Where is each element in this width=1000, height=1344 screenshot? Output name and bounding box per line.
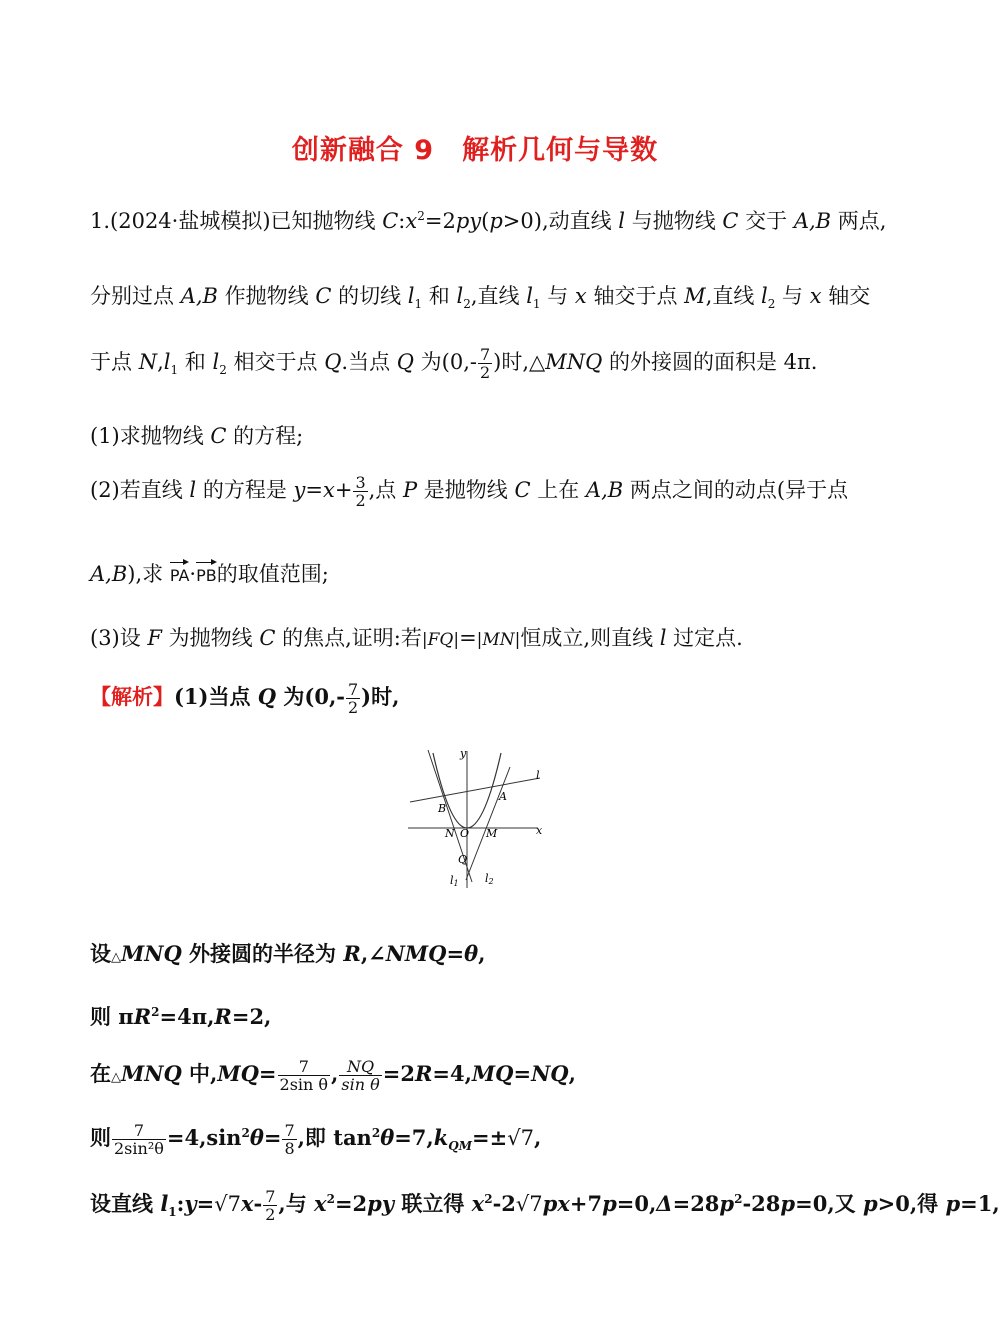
text: 为(0,- xyxy=(413,350,477,374)
label-l1-letter: l xyxy=(450,874,454,887)
var: θ xyxy=(464,941,479,966)
text: - xyxy=(253,1191,263,1216)
numerator: 7 xyxy=(112,1122,166,1140)
text: 与抛物线 xyxy=(625,209,723,233)
var: l xyxy=(526,284,533,308)
var: l xyxy=(163,350,171,374)
line-l xyxy=(410,778,540,802)
text: 的方程; xyxy=(226,424,304,448)
text: 与 xyxy=(775,284,810,308)
fraction xyxy=(339,1058,381,1093)
numerator: 7 xyxy=(347,680,359,699)
exponent: 2 xyxy=(326,1192,335,1206)
subscript: 1 xyxy=(532,297,541,312)
var: py xyxy=(455,209,482,233)
text: , xyxy=(331,1061,339,1086)
text: 过定点. xyxy=(666,626,743,650)
text: =2 xyxy=(424,209,456,233)
label-y: y xyxy=(460,747,467,760)
var: C xyxy=(315,284,332,308)
var: R xyxy=(343,941,361,966)
text: -28 xyxy=(742,1191,781,1216)
var: x xyxy=(574,284,587,308)
text: (1)当点 xyxy=(174,684,258,709)
label-n: N xyxy=(445,827,455,840)
solution-line-1 xyxy=(90,681,399,716)
var: p xyxy=(862,1191,878,1216)
var: R xyxy=(214,1004,232,1029)
text: ),求 xyxy=(127,562,170,586)
var: Q xyxy=(257,684,277,709)
label-l2-sub: 2 xyxy=(488,877,494,886)
text: ,点 xyxy=(368,478,403,502)
var: l xyxy=(659,626,667,650)
var: l xyxy=(761,284,768,308)
var: y xyxy=(293,478,306,502)
text: )时, xyxy=(361,684,400,709)
sqrt-7: √7 xyxy=(214,1192,241,1216)
text: ,与 xyxy=(278,1191,315,1216)
solution-line-3 xyxy=(90,1001,271,1031)
var: px xyxy=(542,1191,570,1216)
text: = xyxy=(446,941,465,966)
var: p xyxy=(489,209,503,233)
text: 两点, xyxy=(831,209,887,233)
text: 中, xyxy=(181,1061,218,1086)
problem-line-1 xyxy=(90,205,886,235)
denominator: 2sin²θ xyxy=(114,1139,164,1158)
text: =2 xyxy=(382,1061,415,1086)
text: 设 xyxy=(90,941,111,966)
solution-line-6 xyxy=(90,1188,1000,1223)
triangle-symbol: △ xyxy=(111,950,121,965)
var: C xyxy=(514,478,531,502)
solution-line-5 xyxy=(90,1122,541,1157)
denominator: 2 xyxy=(355,491,366,510)
vector-pb: PB xyxy=(196,560,217,585)
text: · xyxy=(189,562,197,586)
text: 1.(2024·盐城模拟)已知抛物线 xyxy=(90,209,383,233)
text: 的焦点,证明:若 xyxy=(275,626,422,650)
exponent: 2 xyxy=(417,209,425,223)
text: 外接圆的半径为 xyxy=(181,941,344,966)
text: =7, xyxy=(394,1125,434,1150)
text: 恒成立,则直线 xyxy=(520,626,660,650)
text: , xyxy=(568,1061,576,1086)
text: 和 xyxy=(178,350,213,374)
var: l xyxy=(160,1191,169,1216)
question-2-continued xyxy=(90,558,329,588)
var: NMQ xyxy=(385,941,447,966)
label-l2-letter: l xyxy=(485,872,489,885)
var: x xyxy=(809,284,822,308)
label-q: Q xyxy=(458,853,468,866)
text: , xyxy=(478,941,486,966)
label-m: M xyxy=(486,827,498,840)
text: +7 xyxy=(569,1191,603,1216)
text: 和 xyxy=(422,284,457,308)
var: A,B xyxy=(793,209,832,233)
var: x xyxy=(405,209,418,233)
text: 的取值范围; xyxy=(216,562,329,586)
var: C xyxy=(210,424,227,448)
var: x xyxy=(471,1191,485,1216)
exponent: 2 xyxy=(734,1192,743,1206)
page-title: 创新融合 9 解析几何与导数 xyxy=(291,135,659,166)
text: >0),动直线 xyxy=(502,209,619,233)
text: =4, xyxy=(432,1061,472,1086)
text: 联立得 xyxy=(394,1191,472,1216)
fraction xyxy=(282,1122,296,1157)
text: ,∠ xyxy=(360,941,386,966)
text: =4,sin xyxy=(166,1125,242,1150)
var: C xyxy=(722,209,739,233)
var: l xyxy=(407,284,415,308)
var: R xyxy=(414,1061,433,1086)
label-l: l xyxy=(536,769,540,782)
var: MNQ xyxy=(121,941,182,966)
var: p xyxy=(780,1191,796,1216)
var: R xyxy=(133,1004,152,1029)
triangle-symbol: △ xyxy=(111,1070,121,1085)
var: A,B xyxy=(180,284,218,308)
var: y xyxy=(184,1191,197,1216)
solution-line-2 xyxy=(90,938,485,968)
question-3 xyxy=(90,622,743,652)
text: 相交于点 xyxy=(226,350,325,374)
var: p xyxy=(602,1191,617,1216)
var: l xyxy=(189,478,197,502)
var: F xyxy=(147,626,162,650)
var: x xyxy=(314,1191,327,1216)
numerator: 7 xyxy=(278,1058,331,1076)
subscript: 1 xyxy=(168,1205,177,1220)
text: 为(0,- xyxy=(276,684,345,709)
solution-tag: 【解析】 xyxy=(90,685,174,709)
label-l2 xyxy=(485,872,494,886)
text: >0,得 xyxy=(877,1191,946,1216)
label-x: x xyxy=(536,824,543,837)
var: py xyxy=(367,1191,395,1216)
denominator: 2 xyxy=(479,363,491,382)
text: 轴交于点 xyxy=(586,284,685,308)
var: Q xyxy=(396,350,414,374)
text: =1, xyxy=(960,1191,1000,1216)
fraction xyxy=(353,474,367,509)
text: =0, xyxy=(616,1191,657,1216)
text: -2 xyxy=(492,1191,516,1216)
var: NQ xyxy=(531,1061,569,1086)
text: (2)若直线 xyxy=(90,478,190,502)
text: 两点之间的动点(异于点 xyxy=(623,478,849,502)
text: = xyxy=(196,1191,215,1216)
var: A,B xyxy=(585,478,624,502)
numerator: 7 xyxy=(284,1121,295,1140)
fraction xyxy=(346,681,360,716)
var: l xyxy=(456,284,464,308)
text: + xyxy=(334,478,353,502)
var: x xyxy=(322,478,335,502)
text: 于点 xyxy=(90,350,139,374)
text: : xyxy=(398,209,406,233)
var: A,B xyxy=(90,562,128,586)
exponent: 2 xyxy=(151,1005,160,1019)
text: 与 xyxy=(540,284,575,308)
text: 在 xyxy=(90,1061,111,1086)
parabola-figure xyxy=(400,745,550,890)
var: N xyxy=(138,350,158,374)
subscript: 2 xyxy=(463,297,471,312)
var: k xyxy=(433,1125,449,1150)
numerator: 3 xyxy=(355,473,366,492)
problem-line-2 xyxy=(90,280,870,310)
var: Q xyxy=(324,350,342,374)
text: = xyxy=(258,1061,277,1086)
label-o: O xyxy=(460,827,470,840)
text: ,直线 xyxy=(705,284,761,308)
text: = xyxy=(459,626,477,650)
text: 的切线 xyxy=(331,284,408,308)
solution-line-4 xyxy=(90,1058,576,1093)
var: l xyxy=(212,350,220,374)
abs-mn: |MN| xyxy=(476,630,521,650)
text: 的外接圆的面积是 4π. xyxy=(602,350,818,374)
tangent-l2 xyxy=(466,767,510,880)
numerator: 7 xyxy=(479,345,491,364)
subscript: 2 xyxy=(767,297,776,312)
var: MQ xyxy=(471,1061,514,1086)
text: 设直线 xyxy=(90,1191,161,1216)
denominator: sin θ xyxy=(341,1075,380,1094)
text: 则 π xyxy=(90,1004,134,1029)
var: MQ xyxy=(217,1061,259,1086)
text: .当点 xyxy=(341,350,397,374)
var: C xyxy=(382,209,399,233)
sqrt-7: √7 xyxy=(507,1126,534,1150)
var: l xyxy=(618,209,626,233)
label-a: A xyxy=(499,790,507,803)
text: =0,又 xyxy=(795,1191,863,1216)
label-b: B xyxy=(438,802,447,815)
denominator: 2 xyxy=(347,698,359,717)
text: =4π, xyxy=(159,1004,215,1029)
var: Δ xyxy=(656,1191,673,1216)
fraction xyxy=(112,1122,166,1157)
text: ,即 tan xyxy=(297,1125,372,1150)
subscript: 2 xyxy=(219,363,227,378)
subscript: 1 xyxy=(170,363,179,378)
fraction xyxy=(478,346,492,381)
numerator: 7 xyxy=(265,1187,276,1206)
var: P xyxy=(402,478,418,502)
label-l1 xyxy=(450,874,459,888)
text: 是抛物线 xyxy=(417,478,515,502)
fraction xyxy=(263,1188,277,1223)
text: 分别过点 xyxy=(90,284,181,308)
fraction xyxy=(278,1058,331,1093)
text: 交于 xyxy=(738,209,794,233)
text: = xyxy=(305,478,323,502)
text: 轴交 xyxy=(821,284,871,308)
text: 作抛物线 xyxy=(217,284,316,308)
text: ,直线 xyxy=(470,284,527,308)
problem-line-3 xyxy=(90,346,818,381)
label-l1-sub: 1 xyxy=(453,879,459,888)
denominator: 8 xyxy=(284,1139,295,1158)
text: (3)设 xyxy=(90,626,148,650)
var: p xyxy=(945,1191,961,1216)
numerator: NQ xyxy=(339,1058,381,1076)
denominator: 2sin θ xyxy=(279,1075,329,1094)
text: (1)求抛物线 xyxy=(90,424,211,448)
vector-pa: PA xyxy=(170,560,190,585)
question-2 xyxy=(90,474,848,509)
var: C xyxy=(259,626,276,650)
text: = xyxy=(263,1125,282,1150)
var: θ xyxy=(249,1125,264,1150)
var: M xyxy=(684,284,706,308)
var: θ xyxy=(380,1125,395,1150)
exponent: 2 xyxy=(241,1126,250,1140)
sqrt-7: √7 xyxy=(515,1192,543,1216)
exponent: 2 xyxy=(484,1192,493,1206)
text: , xyxy=(157,350,164,374)
subscript: QM xyxy=(448,1139,473,1154)
text: =± xyxy=(472,1125,508,1150)
exponent: 2 xyxy=(371,1126,381,1140)
abs-fq: |FQ| xyxy=(421,630,460,650)
text: =2 xyxy=(334,1191,368,1216)
text: )时,△ xyxy=(493,350,546,374)
text: =2, xyxy=(231,1004,272,1029)
text: =28 xyxy=(672,1191,720,1216)
question-1 xyxy=(90,420,303,450)
var: x xyxy=(240,1191,254,1216)
var: p xyxy=(719,1191,735,1216)
text: : xyxy=(176,1191,185,1216)
var: MNQ xyxy=(121,1061,182,1086)
text: 为抛物线 xyxy=(162,626,260,650)
text: 的方程是 xyxy=(196,478,294,502)
subscript: 1 xyxy=(414,297,423,312)
var: MNQ xyxy=(545,350,603,374)
text: , xyxy=(534,1125,542,1150)
text: ( xyxy=(481,209,490,233)
text: 上在 xyxy=(530,478,586,502)
text: 则 xyxy=(90,1125,111,1150)
denominator: 2 xyxy=(265,1205,276,1224)
text: = xyxy=(513,1061,532,1086)
